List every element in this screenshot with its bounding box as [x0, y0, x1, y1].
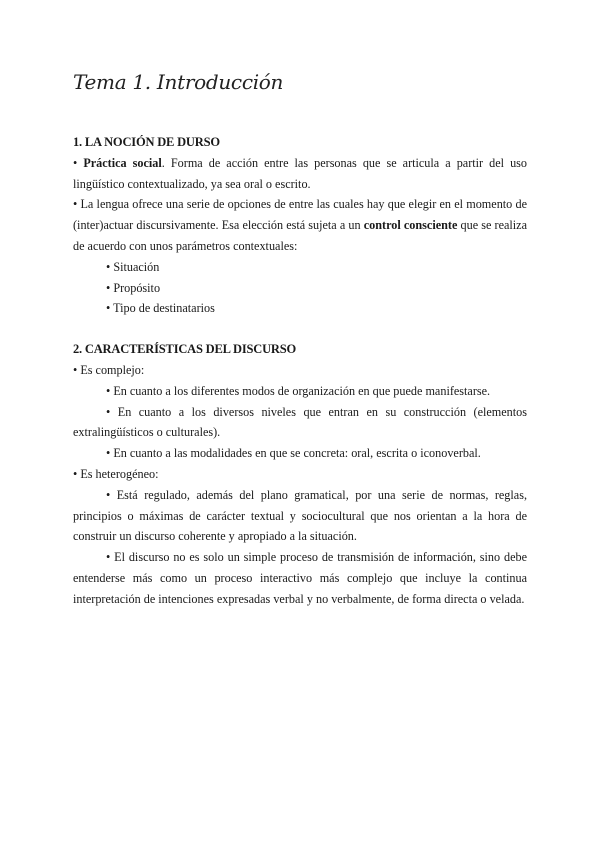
document-body	[73, 132, 527, 610]
paragraph-text: • La lengua ofrece una serie de opciones de entre las cuales hay que elegir en el momento de (inter)actuar discursivamente. Esa elección está sujeta a un	[73, 197, 527, 233]
paragraph-text: . Forma de acción entre las personas que se articula a partir del uso lingüístico contextualizado, ya sea oral o escrito.	[73, 155, 527, 191]
list-item: • Tipo de destinatarios	[106, 301, 215, 316]
list-item: • En cuanto a los diversos niveles que entran en su construcción (elementos extralingüísticos o culturales).	[73, 404, 527, 440]
bold-term-practica-social: Práctica social	[83, 155, 162, 170]
list-item: • Situación	[106, 259, 160, 274]
list-item-heterogeneo: • Es heterogéneo:	[73, 466, 159, 481]
list-item: • Está regulado, además del plano gramatical, por una serie de normas, reglas, principios o máximas de carácter textual y sociocultural que nos orientan a la hora de construir un discurso coherente y apropiado a la situación.	[73, 487, 527, 544]
paragraph-lengua-opciones	[73, 194, 527, 256]
list-item: • El discurso no es solo un simple proceso de transmisión de información, sino debe entenderse más como un proceso interactivo más complejo que incluye la continua interpretación de intenciones expresadas verbal y no verbalmente, de forma directa o velada.	[73, 550, 527, 606]
paragraph-text: que se realiza de acuerdo con unos parámetros contextuales:	[73, 218, 527, 253]
list-item: • En cuanto a los diferentes modos de organización en que puede manifestarse.	[106, 383, 491, 398]
bold-term-control-consciente: control consciente	[363, 218, 458, 233]
bullet: •	[73, 155, 78, 170]
list-item: • En cuanto a las modalidades en que se concreta: oral, escrita o iconoverbal.	[106, 446, 481, 461]
section-2-heading: 2. CARACTERÍSTICAS DEL DISCURSO	[73, 342, 297, 357]
list-item-complejo: • Es complejo:	[73, 362, 145, 377]
paragraph-practica-social	[73, 153, 527, 195]
section-1-heading: 1. LA NOCIÓN DE DURSO	[73, 135, 220, 149]
list-item: • Propósito	[106, 280, 161, 295]
page-title: Tema 1. Introducción	[73, 70, 284, 94]
